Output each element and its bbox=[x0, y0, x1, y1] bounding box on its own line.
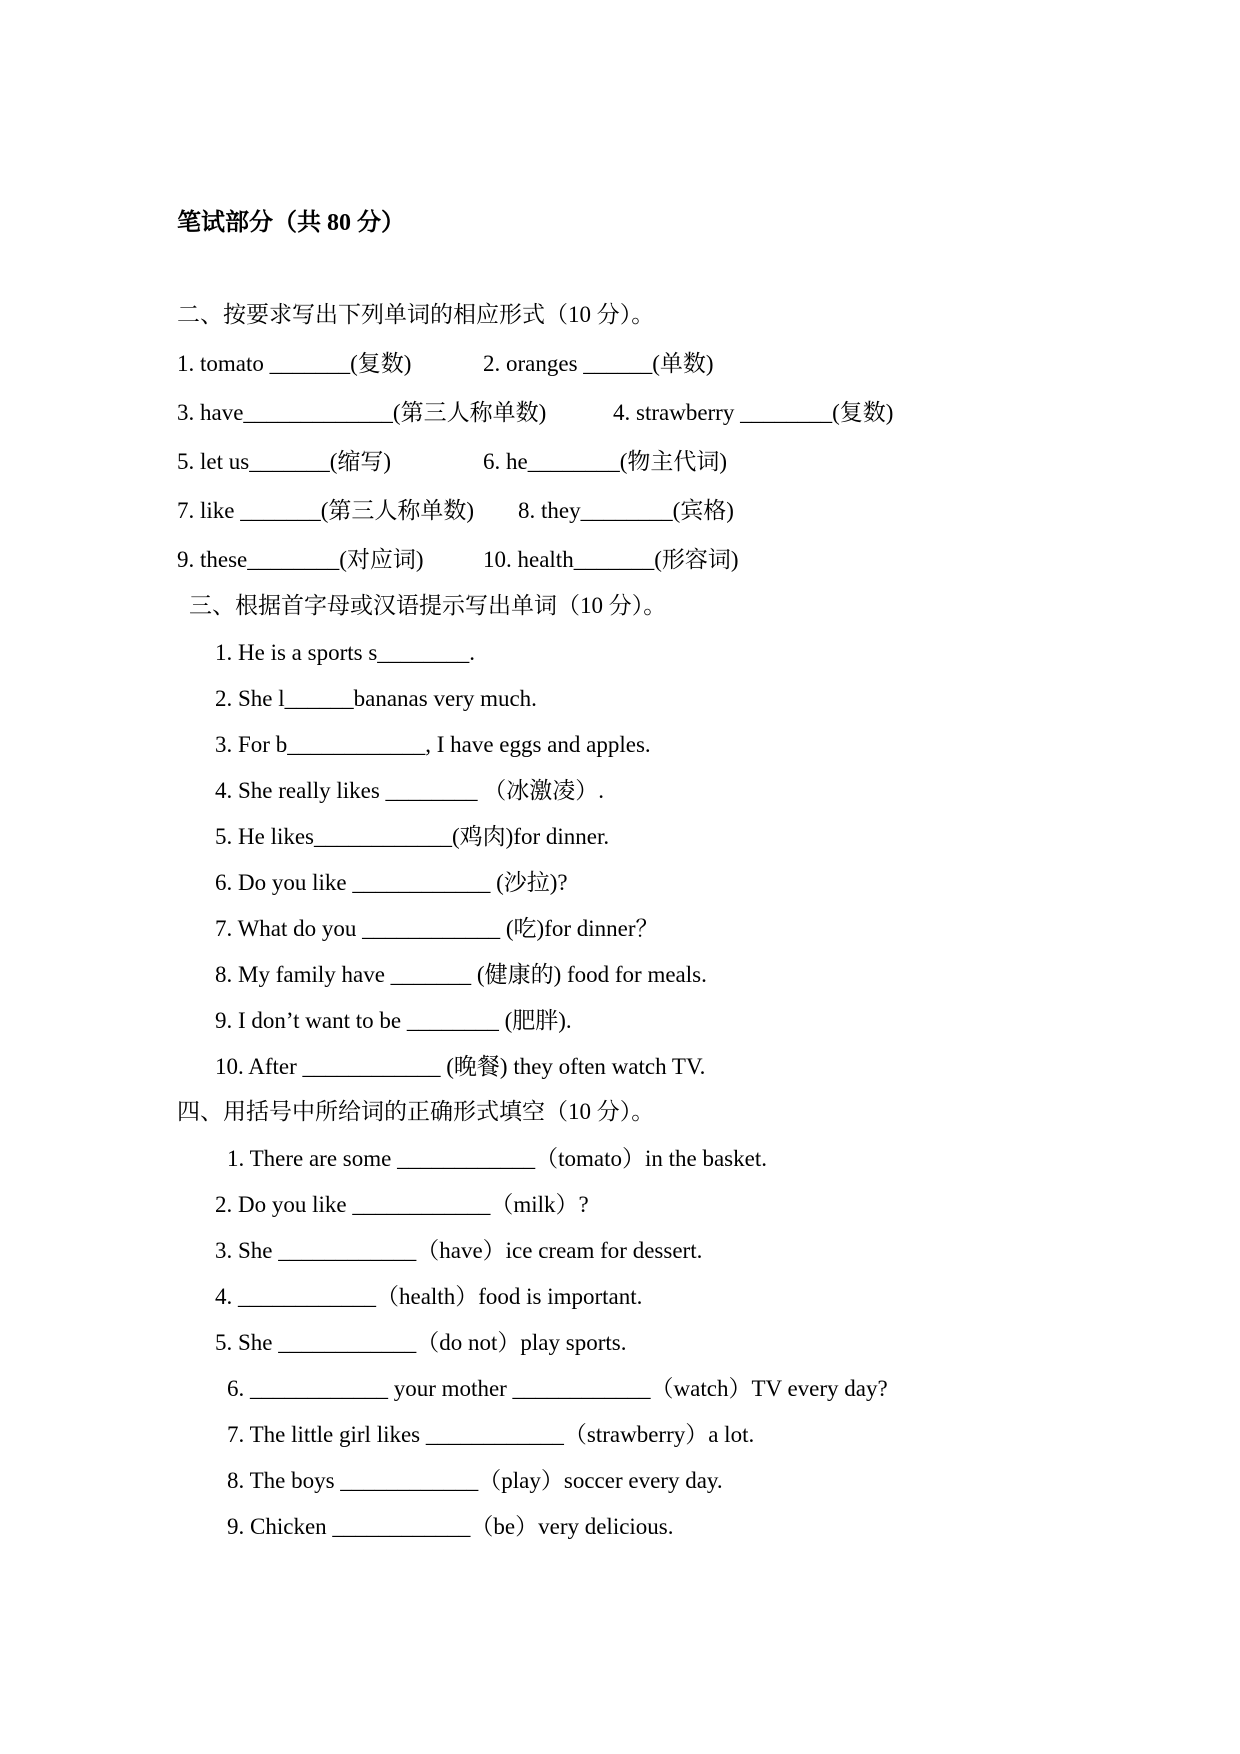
s4-item-1: 1. There are some ____________（tomato）in the basket. bbox=[227, 1146, 767, 1171]
s4-item-3: 3. She ____________（have）ice cream for dessert. bbox=[215, 1238, 703, 1263]
s3-item-5: 5. He likes____________(鸡肉)for dinner. bbox=[215, 824, 610, 849]
page-title: 笔试部分（共 80 分） bbox=[177, 210, 405, 236]
s4-item-9: 9. Chicken ____________（be）very delicious. bbox=[227, 1514, 674, 1539]
s2-item-9: 9. these________(对应词) bbox=[177, 547, 424, 572]
s2-item-6: 6. he________(物主代词) bbox=[483, 449, 728, 474]
s3-item-8: 8. My family have _______ (健康的) food for meals. bbox=[215, 962, 707, 987]
s3-item-3: 3. For b____________, I have eggs and apples. bbox=[215, 732, 651, 757]
s3-item-6: 6. Do you like ____________ (沙拉)? bbox=[215, 870, 568, 895]
s3-item-4: 4. She really likes ________ （冰激凌）. bbox=[215, 778, 605, 803]
s4-item-6: 6. ____________ your mother ____________（watch）TV every day? bbox=[227, 1376, 888, 1401]
s3-item-9: 9. I don’t want to be ________ (肥胖). bbox=[215, 1008, 572, 1033]
s2-item-2: 2. oranges ______(单数) bbox=[483, 351, 714, 376]
section-2-heading: 二、按要求写出下列单词的相应形式（10 分）。 bbox=[177, 302, 655, 327]
s2-item-1: 1. tomato _______(复数) bbox=[177, 351, 412, 376]
s2-item-3: 3. have_____________(第三人称单数) bbox=[177, 400, 547, 425]
s4-item-2: 2. Do you like ____________（milk）? bbox=[215, 1192, 589, 1217]
s3-item-7: 7. What do you ____________ (吃)for dinner？ bbox=[215, 916, 659, 941]
s3-item-2: 2. She l______bananas very much. bbox=[215, 686, 537, 711]
s3-item-10: 10. After ____________ (晚餐) they often watch TV. bbox=[215, 1054, 706, 1079]
s3-item-1: 1. He is a sports s________. bbox=[215, 640, 476, 665]
section-3-heading: 三、根据首字母或汉语提示写出单词（10 分）。 bbox=[189, 593, 667, 618]
s2-item-8: 8. they________(宾格) bbox=[518, 498, 734, 523]
s4-item-4: 4. ____________（health）food is important. bbox=[215, 1284, 643, 1309]
s2-item-5: 5. let us_______(缩写) bbox=[177, 449, 392, 474]
section-4-heading: 四、用括号中所给词的正确形式填空（10 分）。 bbox=[177, 1099, 655, 1124]
s2-item-7: 7. like _______(第三人称单数) bbox=[177, 498, 475, 523]
s4-item-7: 7. The little girl likes ____________（strawberry）a lot. bbox=[227, 1422, 755, 1447]
s2-item-10: 10. health_______(形容词) bbox=[483, 547, 739, 572]
s2-item-4: 4. strawberry ________(复数) bbox=[613, 400, 894, 425]
s4-item-5: 5. She ____________（do not）play sports. bbox=[215, 1330, 627, 1355]
s4-item-8: 8. The boys ____________（play）soccer every day. bbox=[227, 1468, 723, 1493]
